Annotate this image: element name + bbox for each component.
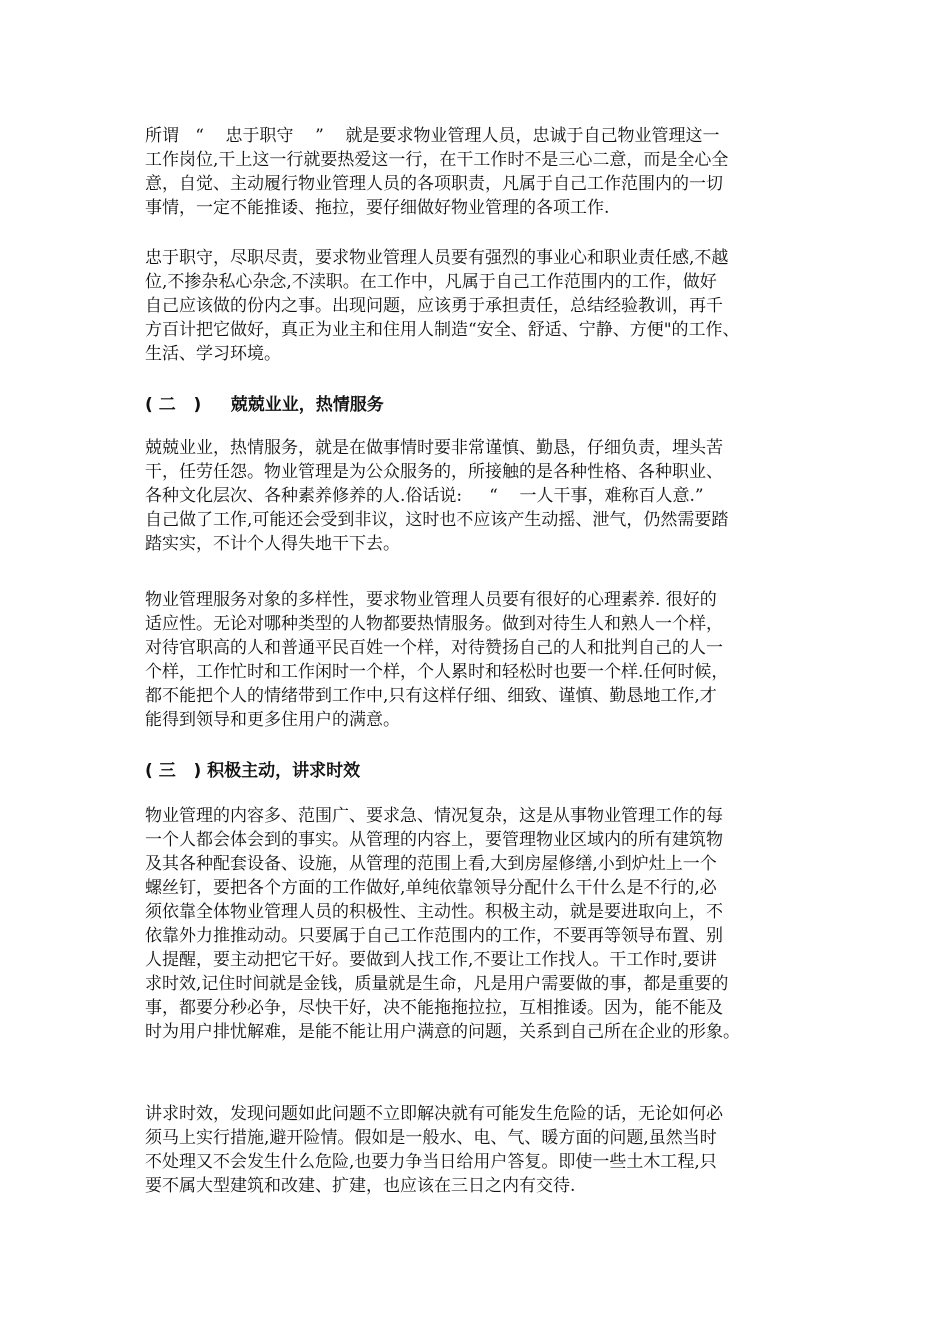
- text-line: 事情，一定不能推诿、拖拉，要仔细做好物业管理的各项工作.: [145, 198, 610, 218]
- text-line: 位,不掺杂私心杂念,不渎职。在工作中，凡属于自己工作范围内的工作，做好: [145, 272, 717, 292]
- text-line: 物业管理的内容多、范围广、要求急、情况复杂，这是从事物业管理工作的每: [145, 806, 723, 826]
- text-line: 自己应该做的份内之事。出现问题，应该勇于承担责任，总结经验教训，再千: [145, 296, 723, 316]
- text-line: 须马上实行措施,避开险情。假如是一般水、电、气、暖方面的问题,虽然当时: [145, 1128, 717, 1148]
- text-line: 要不属大型建筑和改建、扩建，也应该在三日之内有交待.: [145, 1176, 576, 1196]
- section-heading-2: [145, 393, 384, 417]
- text-line: 都不能把个人的情绪带到工作中,只有这样仔细、细致、谨慎、勤恳地工作,才: [145, 686, 717, 706]
- text-line: 干，任劳任怨。物业管理是为公众服务的，所接触的是各种性格、各种职业、: [145, 462, 723, 482]
- text-line: 时为用户排忧解难，是能不能让用户满意的问题，关系到自己所在企业的形象。: [145, 1022, 740, 1042]
- section-heading-3: [145, 759, 360, 783]
- paragraph-service-diversity: [145, 588, 728, 732]
- text-line: 须依靠全体物业管理人员的积极性、主动性。积极主动，就是要进取向上，不: [145, 902, 723, 922]
- text-line: 各种文化层次、各种素养修养的人.俗话说: “ 一人干事，难称百人意.”: [145, 486, 704, 506]
- paragraph-timeliness: [145, 1102, 723, 1198]
- text-line: 一个人都会体会到的事实。从管理的内容上，要管理物业区域内的所有建筑物: [145, 830, 723, 850]
- text-line: 所谓 “ 忠于职守 ” 就是要求物业管理人员，忠诚于自己物业管理这一: [145, 126, 720, 146]
- text-line: 工作岗位,干上这一行就要热爱这一行，在干工作时不是三心二意，而是全心全: [145, 150, 729, 170]
- text-line: 能得到领导和更多住用户的满意。: [145, 710, 400, 730]
- text-line: 螺丝钉，要把各个方面的工作做好,单纯依靠领导分配什么干什么是不行的,必: [145, 878, 717, 898]
- text-line: 依靠外力推推动动。只要属于自己工作范围内的工作，不要再等领导布置、别: [145, 926, 723, 946]
- text-line: 事，都要分秒必争，尽快干好，决不能拖拖拉拉，互相推诿。因为，能不能及: [145, 998, 723, 1018]
- text-line: 踏实实，不计个人得失地干下去。: [145, 534, 400, 554]
- section-heading: ( 二 ) 兢兢业业，热情服务: [145, 395, 384, 415]
- paragraph-diligent-service: [145, 436, 728, 556]
- paragraph-proactive-work: [145, 804, 740, 1044]
- text-line: 适应性。无论对哪种类型的人物都要热情服务。做到对待生人和熟人一个样，: [145, 614, 723, 634]
- text-line: 自己做了工作,可能还会受到非议，这时也不应该产生动摇、泄气，仍然需要踏: [145, 510, 729, 530]
- text-line: 忠于职守，尽职尽责，要求物业管理人员要有强烈的事业心和职业责任感,不越: [145, 248, 729, 268]
- paragraph-loyalty-definition: [145, 124, 728, 220]
- text-line: 生活、学习环境。: [145, 344, 281, 364]
- text-line: 个样，工作忙时和工作闲时一个样，个人累时和轻松时也要一个样.任何时候，: [145, 662, 729, 682]
- text-line: 讲求时效，发现问题如此问题不立即解决就有可能发生危险的话，无论如何必: [145, 1104, 723, 1124]
- text-line: 意，自觉、主动履行物业管理人员的各项职责，凡属于自己工作范围内的一切: [145, 174, 723, 194]
- text-line: 及其各种配套设备、设施，从管理的范围上看,大到房屋修缮,小到炉灶上一个: [145, 854, 717, 874]
- text-line: 人提醒，要主动把它干好。要做到人找工作,不要让工作找人。干工作时,要讲: [145, 950, 717, 970]
- paragraph-loyalty-duties: [145, 246, 740, 366]
- text-line: 兢兢业业，热情服务，就是在做事情时要非常谨慎、勤恳，仔细负责，埋头苦: [145, 438, 723, 458]
- text-line: 求时效,记住时间就是金钱，质量就是生命，凡是用户需要做的事，都是重要的: [145, 974, 729, 994]
- text-line: 不处理又不会发生什么危险,也要力争当日给用户答复。即使一些土木工程,只: [145, 1152, 717, 1172]
- text-line: 方百计把它做好，真正为业主和住用人制造“安全、舒适、宁静、方便"的工作、: [145, 320, 740, 340]
- text-line: 物业管理服务对象的多样性，要求物业管理人员要有很好的心理素养. 很好的: [145, 590, 717, 610]
- text-line: 对待官职高的人和普通平民百姓一个样，对待赞扬自己的人和批判自己的人一: [145, 638, 723, 658]
- section-heading: ( 三 ) 积极主动，讲求时效: [145, 761, 361, 781]
